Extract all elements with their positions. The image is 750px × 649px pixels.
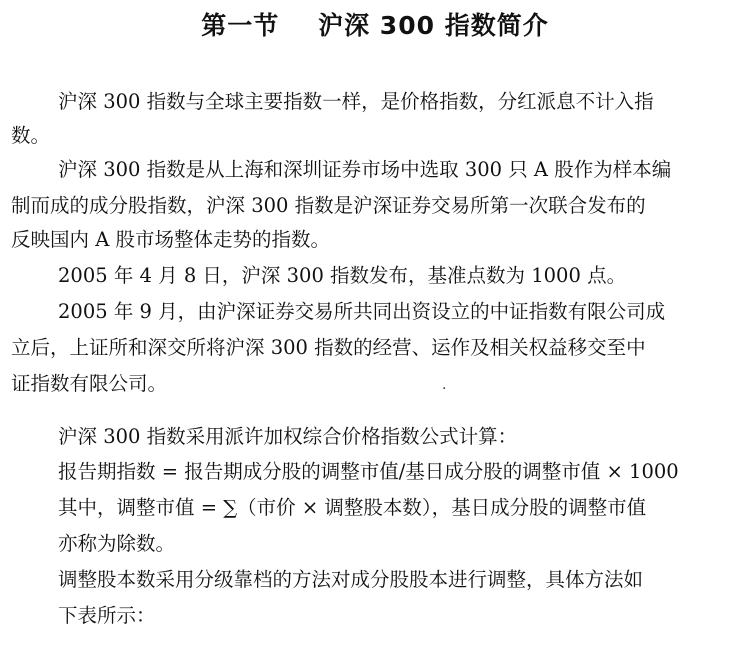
section-title: 第一节 沪深 300 指数简介 xyxy=(201,11,549,40)
paragraph-line: 沪深 300 指数采用派许加权综合价格指数公式计算： xyxy=(58,425,518,448)
paragraph-line: 下表所示： xyxy=(58,604,156,627)
scan-speck: · xyxy=(442,381,447,397)
formula-line: 报告期指数 = 报告期成分股的调整市值/基日成分股的调整市值 × 1000 xyxy=(58,460,679,483)
paragraph-line: 沪深 300 指数是从上海和深圳证券市场中选取 300 只 A 股作为样本编 xyxy=(58,158,672,181)
formula-line: 其中，调整市值 = ∑（市价 × 调整股本数），基日成分股的调整市值 xyxy=(58,496,647,519)
paragraph-line: 2005 年 4 月 8 日，沪深 300 指数发布，基准点数为 1000 点。 xyxy=(58,264,627,287)
paragraph-line: 立后，上证所和深交所将沪深 300 指数的经营、运作及相关权益移交至中 xyxy=(11,336,646,359)
paragraph-line: 沪深 300 指数与全球主要指数一样，是价格指数，分红派息不计入指 xyxy=(58,90,654,113)
paragraph-line: 调整股本数采用分级靠档的方法对成分股股本进行调整，具体方法如 xyxy=(58,568,644,591)
paragraph-line: 反映国内 A 股市场整体走势的指数。 xyxy=(11,228,330,251)
paragraph-line: 制而成的成分股指数，沪深 300 指数是沪深证券交易所第一次联合发布的 xyxy=(11,194,646,217)
paragraph-line: 2005 年 9 月，由沪深证券交易所共同出资设立的中证指数有限公司成 xyxy=(58,300,666,323)
paragraph-line: 数。 xyxy=(11,124,51,147)
paragraph-line: 证指数有限公司。 xyxy=(11,372,168,395)
paragraph-line: 亦称为除数。 xyxy=(58,532,176,555)
